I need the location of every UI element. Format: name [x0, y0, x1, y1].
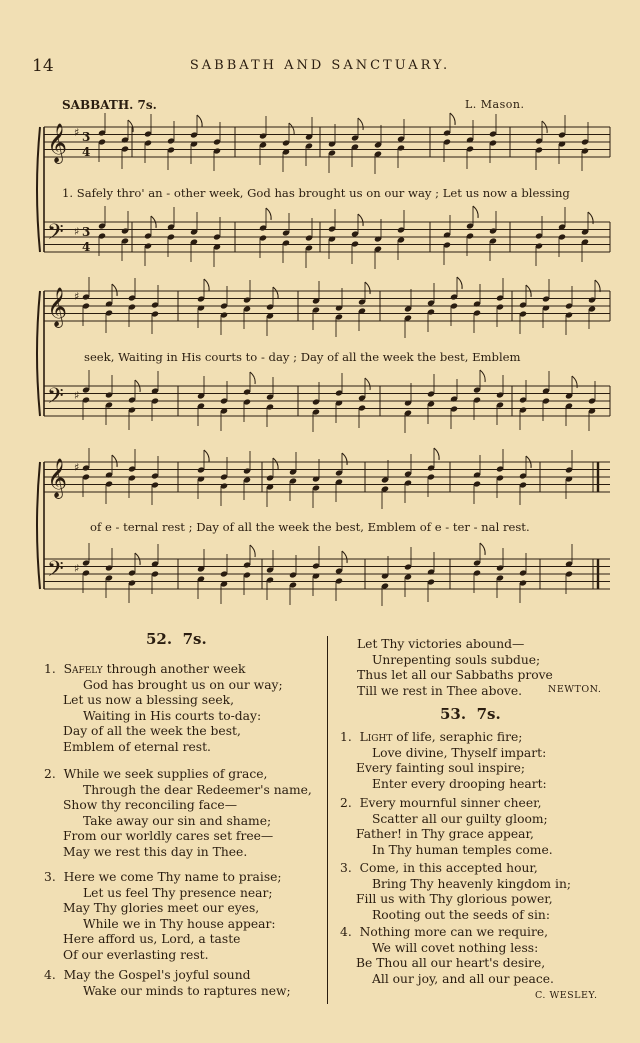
hymn-52-verse-1: 1. Safely through another week God has brought us on our way; Let us now a blessing seek, Waiting in His courts to-day: Day of all the week the best, Emblem of eternal rest. [44, 662, 283, 754]
hymn-53-heading [440, 705, 501, 723]
svg-text:𝄞: 𝄞 [47, 123, 68, 163]
svg-text:3: 3 [82, 130, 91, 144]
svg-text:♯: ♯ [74, 290, 80, 303]
svg-text:𝄞: 𝄞 [47, 287, 68, 327]
hymn-52-author: NEWTON. [548, 684, 602, 695]
svg-text:♯: ♯ [74, 126, 80, 139]
music-lyric-line-1: 1. Safely thro' an - other week, God has brought us on our way ; Let us now a blessing [62, 186, 570, 200]
svg-text:4: 4 [82, 240, 91, 254]
hymn-52-verse-4-start: 4. May the Gospel's joyful sound Wake our minds to raptures new; [44, 968, 291, 998]
svg-text:𝄞: 𝄞 [47, 458, 68, 498]
svg-text:♯: ♯ [74, 389, 80, 402]
hymn-52-verse-2: 2. While we seek supplies of grace, Through the dear Redeemer's name, Show thy reconciling face— Take away our sin and shame; From our worldly cares set free— May we rest this day in Thee. [44, 767, 312, 859]
svg-text:𝄢: 𝄢 [47, 384, 64, 414]
music-lyric-line-3: of e - ternal rest ; Day of all the week the best, Emblem of e - ter - nal rest. [90, 520, 530, 534]
hymn-53-verse-2: 2. Every mournful sinner cheer, Scatter all our guilty gloom; Father! in Thy grace appear, In Thy human temples come. [340, 796, 553, 857]
hymn-52-heading [146, 630, 207, 648]
svg-text:♯: ♯ [74, 225, 80, 238]
hymn-52-number: 52. [146, 630, 173, 648]
running-head: SABBATH AND SANCTUARY. [189, 58, 451, 73]
hymn-53-verse-3: 3. Come, in this accepted hour, Bring Thy heavenly kingdom in; Fill us with Thy glorious power, Rooting out the seeds of sin: [340, 861, 572, 922]
hymn-53-author: C. WESLEY. [535, 990, 598, 1001]
column-divider [327, 636, 328, 1004]
music-lyric-line-2: seek, Waiting in His courts to - day ; Day of all the week the best, Emblem [84, 350, 521, 364]
svg-text:♯: ♯ [74, 461, 80, 474]
hymn-53-verse-4: 4. Nothing more can we require, We will covet nothing less: Be Thou all our heart's desire, All our joy, and all our peace. [340, 925, 554, 986]
hymn-52-verse-3: 3. Here we come Thy name to praise; Let us feel Thy presence near; May Thy glories meet our eyes, While we in Thy house appear: Here afford us, Lord, a taste Of our everlasting rest. [44, 870, 282, 962]
hymn-52-verse-4-cont: Let Thy victories abound— Unrepenting souls subdue; Thus let all our Sabbaths prove Till we rest in Thee above. [357, 637, 553, 698]
svg-text:𝄢: 𝄢 [47, 220, 64, 250]
hymn-53-meter: 7s. [476, 705, 501, 723]
svg-text:♯: ♯ [74, 562, 80, 575]
page-number: 14 [32, 56, 54, 76]
composer: L. Mason. [465, 98, 525, 111]
hymn-53-verse-1: 1. Light of life, seraphic fire; Love divine, Thyself impart: Every fainting soul inspire; Enter every drooping heart: [340, 730, 547, 791]
tune-name: SABBATH. 7s. [62, 98, 157, 112]
hymn-52-meter: 7s. [182, 630, 207, 648]
svg-text:𝄢: 𝄢 [47, 557, 64, 587]
hymn-53-number: 53. [440, 705, 467, 723]
svg-text:4: 4 [82, 145, 91, 159]
svg-text:3: 3 [82, 225, 91, 239]
